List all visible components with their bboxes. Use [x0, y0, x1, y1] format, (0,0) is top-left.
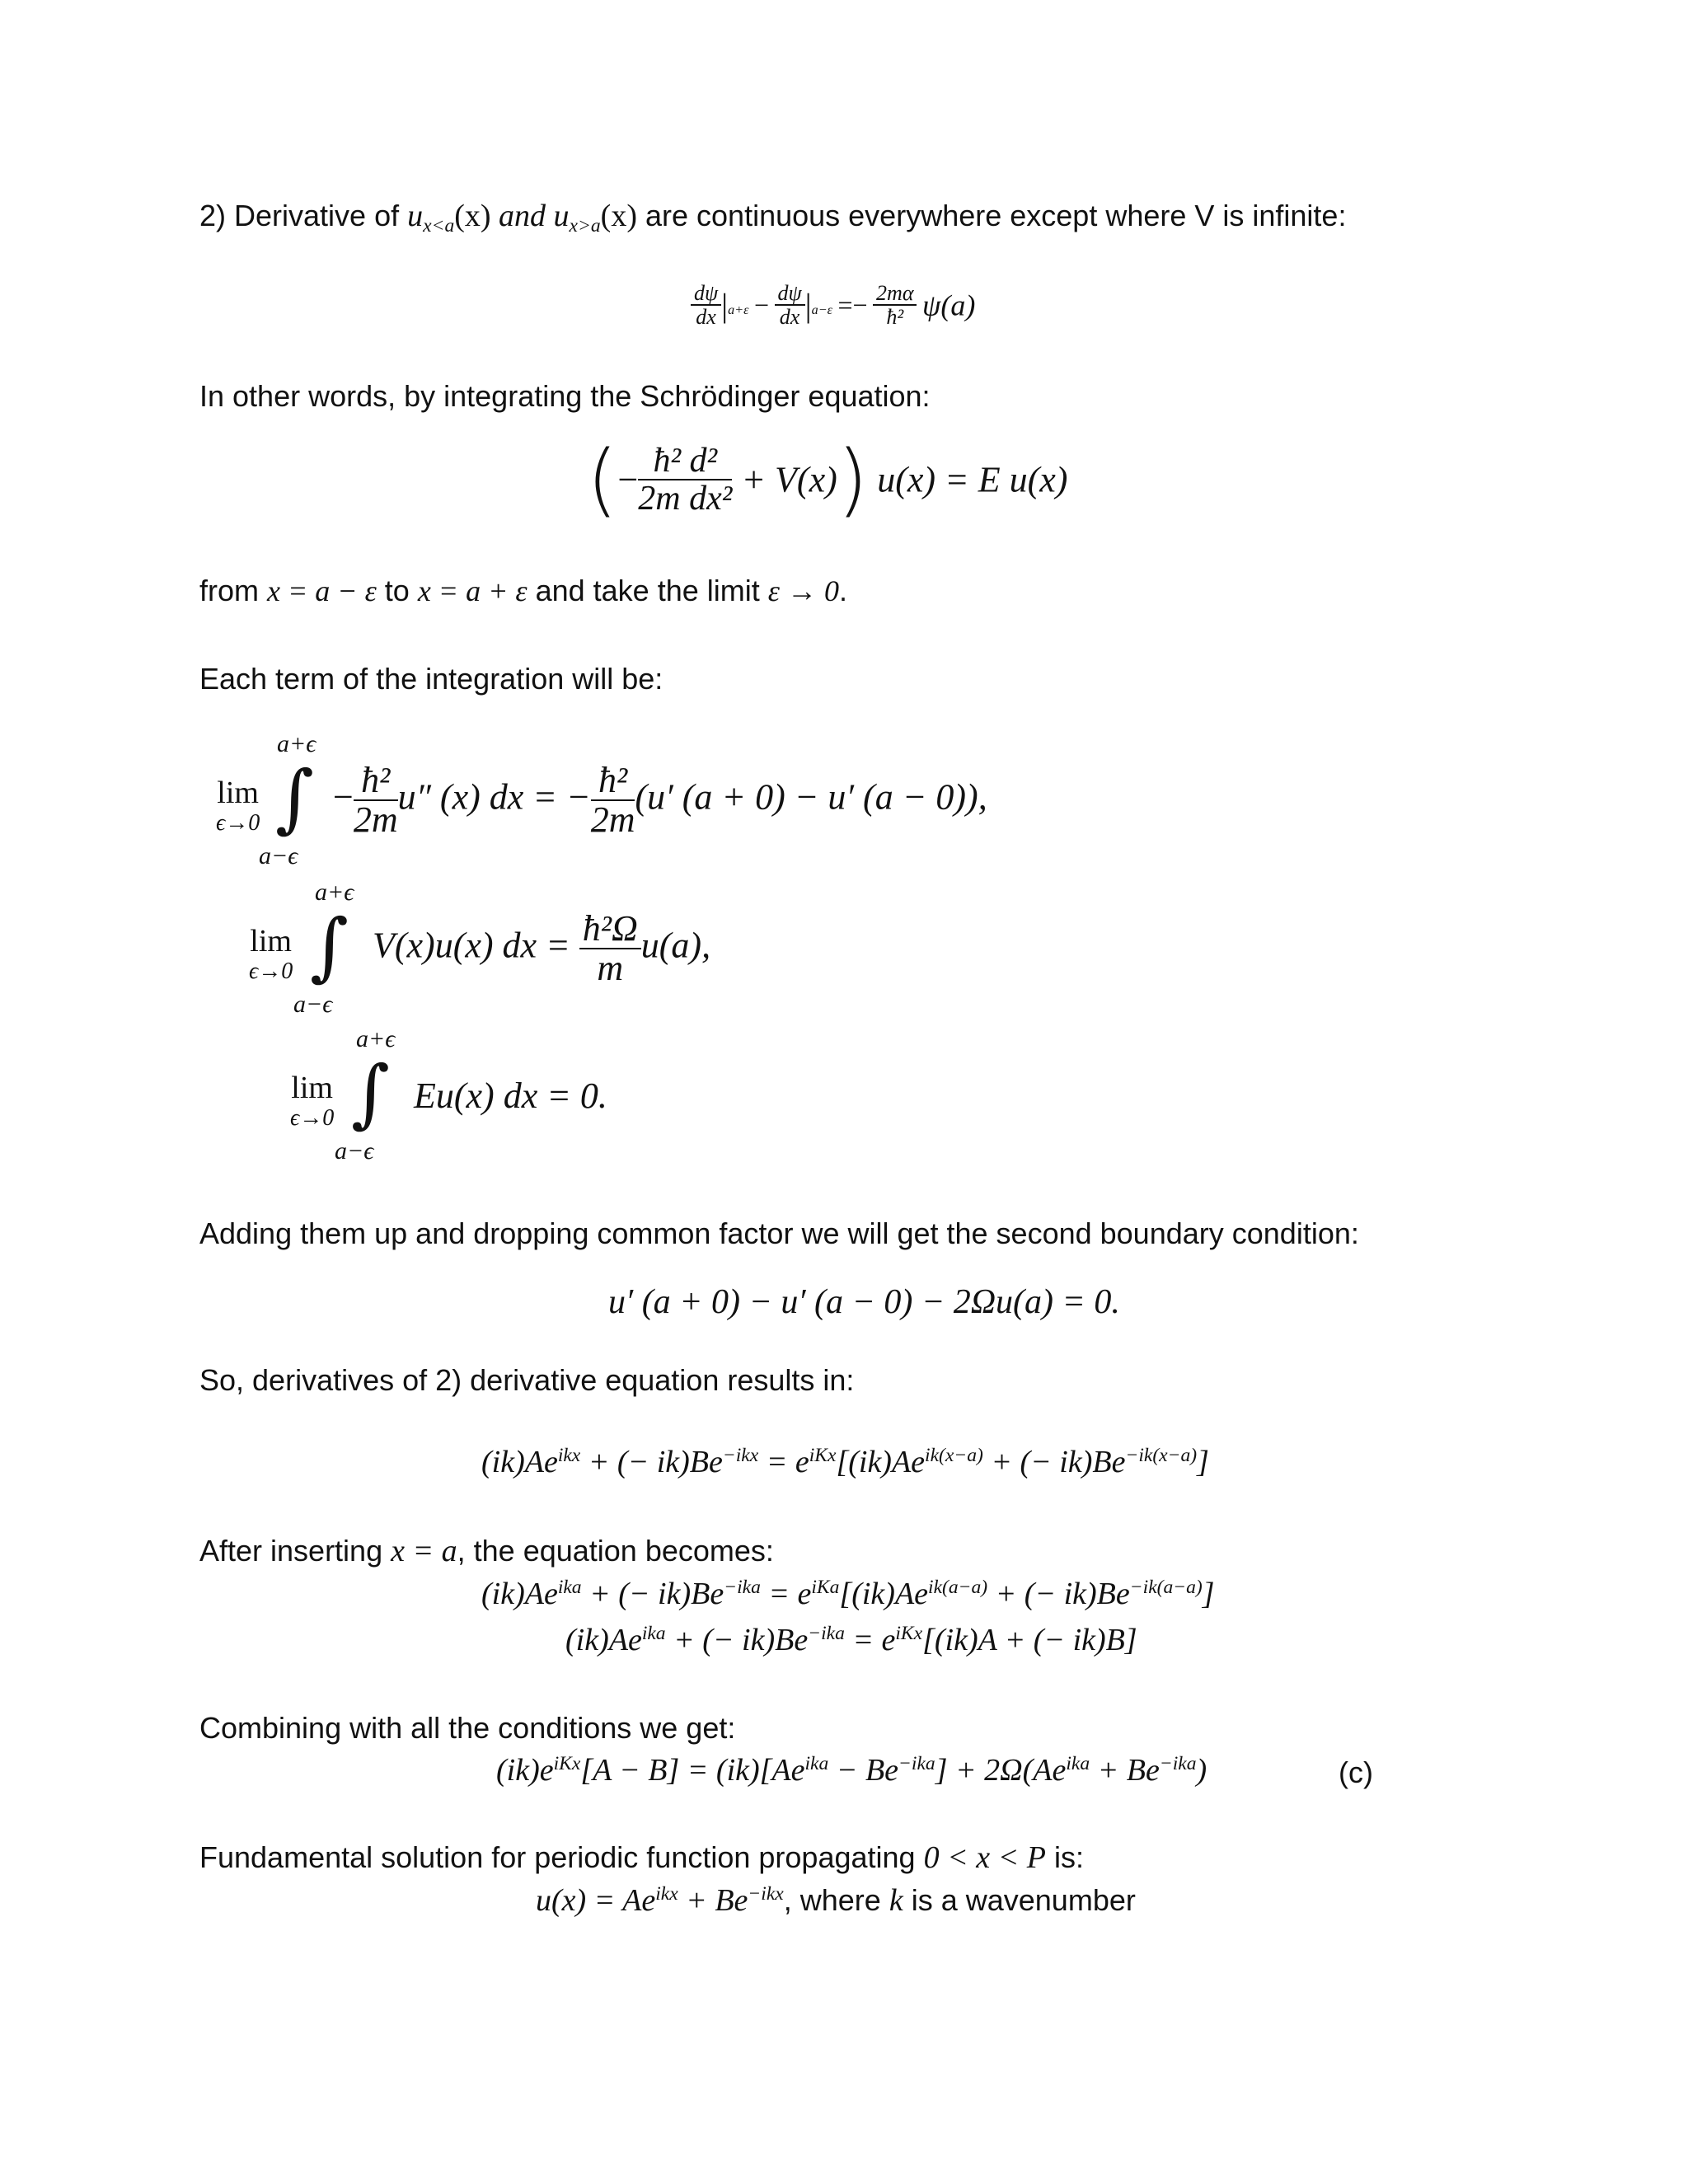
boundary-condition-intro: Adding them up and dropping common factor we will get the second boundary condition: [199, 1216, 1359, 1250]
fundamental-solution-equation: $u(x) = Ae^{ikx} + Be^{-ikx}$, where k is a wavenumber [536, 1883, 1136, 1918]
inserted-equation-1: $(ik)Ae^{ika}$ + (− $ik)Be^{-ika} = e^{iKa}[(ik)Ae^{ik(a-a)}$ + (− $ik)Be^{-ik(a-a)}$] [481, 1577, 1215, 1611]
combined-equation-c: $(ik)e^{iKx}[A - B] = (ik)[Ae^{ika} - Be^{-ika}] + 2\Omega(Ae^{ika} + Be^{-ika})$ [496, 1753, 1207, 1788]
schrodinger-intro: In other words, by integrating the Schrödinger equation: [199, 379, 931, 413]
second-boundary-condition: u′ (a + 0) − u′ (a − 0) − 2Ωu(a) = 0. [608, 1283, 1120, 1321]
u-greater-than-a: $u_{x>a}(x)$ [553, 199, 637, 237]
schrodinger-equation: (− $\frac{\text{ħ² d²}}{\text{2m dx²}}$ + V(x)) u(x) = E u(x) [587, 434, 1068, 526]
derivative-equation: $(ik)Ae^{ikx}$ + (− $ik)Be^{-ikx} = e^{iKx}[(ik)Ae^{ik(x-a)}$ + (− $ik)Be^{-ik(x-a)}$] [481, 1445, 1209, 1479]
derivative-jump-equation: $\frac{d\psi}{dx}$ $|_{a+\varepsilon}$ − $\frac{d\psi}{dx}$ $|_{a-\varepsilon}$ =− $\frac{2m\alpha}{\text{ħ²}}$ ψ(a) [691, 282, 975, 329]
integration-limits-statement: from x = a − ε to x = a + ε and take the limit ε → 0. [199, 574, 847, 607]
statement-lead: 2) Derivative of [199, 199, 400, 232]
derivative-statement [199, 198, 1347, 237]
equation-label-c: (c) [1339, 1755, 1373, 1789]
integral-term-potential: a+ϵ lim ϵ→0 ∫ a−ϵ V(x)u(x) dx = $\frac{\text{ħ²Ω}}{m}$ u(a), [249, 879, 711, 1018]
insertion-statement: After inserting x = a, the equation becomes: [199, 1534, 774, 1568]
statement-tail: are continuous everywhere except where V is infinite: [645, 199, 1347, 232]
integral-term-energy: a+ϵ lim ϵ→0 ∫ a−ϵ Eu(x) dx = 0. [290, 1025, 607, 1165]
combining-intro: Combining with all the conditions we get: [199, 1711, 736, 1745]
terms-intro: Each term of the integration will be: [199, 662, 663, 696]
integral-term-kinetic: a+ϵ lim ϵ→0 ∫ a−ϵ − $\frac{\text{ħ²}}{2m}$ u″ (x) dx = − $\frac{\text{ħ²}}{2m}$ (u′ (a + 0) − u′ (a − 0)), [216, 730, 987, 869]
u-less-than-a: $u_{x<a}(x)$ [407, 199, 491, 237]
fundamental-solution-statement: Fundamental solution for periodic function propagating 0 < x < P is: [199, 1840, 1084, 1875]
inserted-equation-2: $(ik)Ae^{ika}$ + (− $ik)Be^{-ika} = e^{iKx}[(ik)A$ + (− ik)B] [565, 1623, 1137, 1657]
and-word: and [490, 199, 554, 233]
derivatives-intro: So, derivatives of 2) derivative equation results in: [199, 1363, 855, 1397]
